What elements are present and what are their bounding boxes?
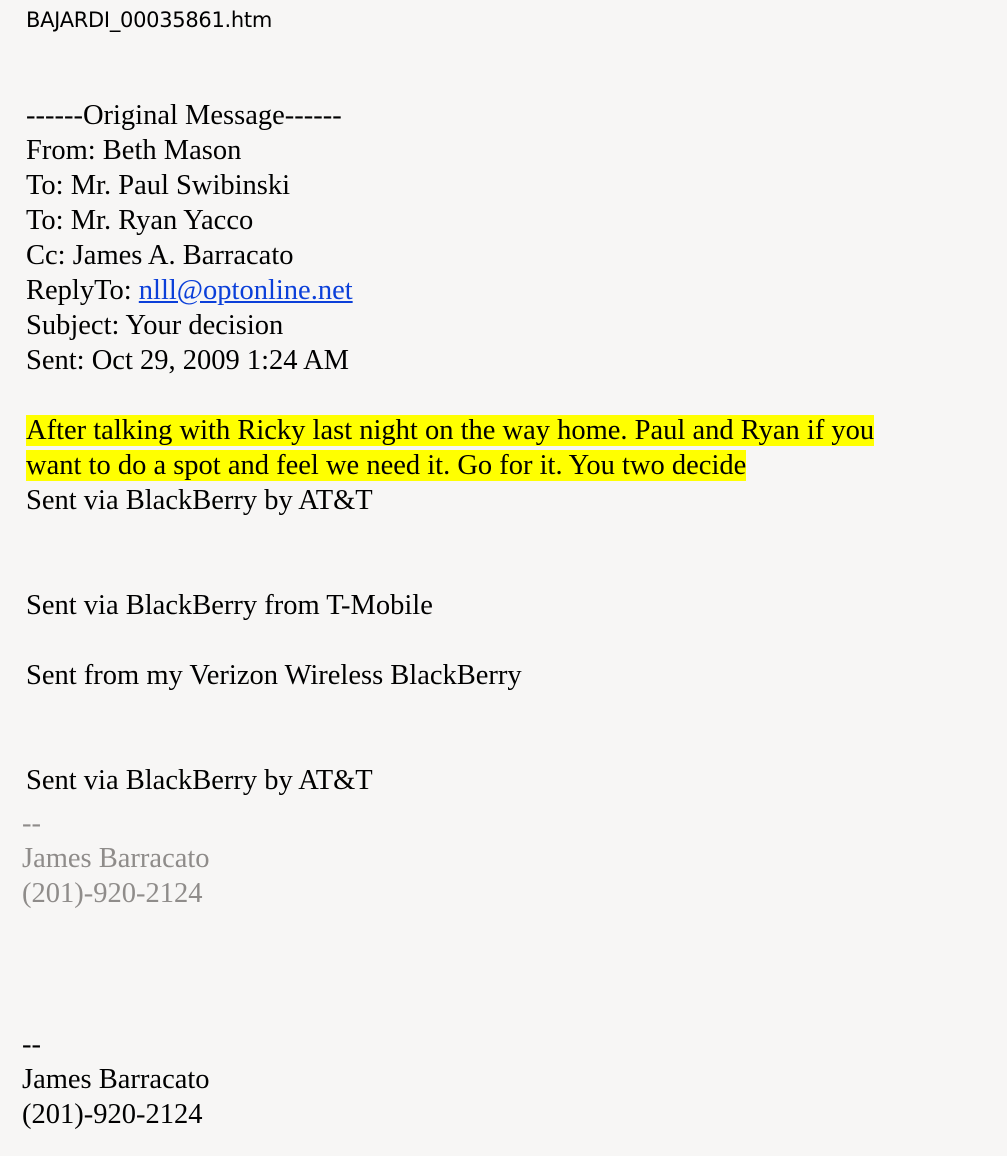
highlighted-text-line-1 <box>26 413 874 448</box>
highlighted-text-line-2 <box>26 448 874 483</box>
highlighted-text-1: After talking with Ricky last night on the way home. Paul and Ryan if you <box>26 415 875 446</box>
replyto-label: ReplyTo: <box>26 275 139 306</box>
gray-signature-name: James Barracato <box>22 843 210 874</box>
black-signature-phone: (201)-920-2124 <box>22 1099 203 1130</box>
original-message-separator: ------Original Message------ <box>26 100 342 131</box>
email-body <box>26 413 874 518</box>
to-line-1: To: Mr. Paul Swibinski <box>26 170 291 201</box>
to-line-2: To: Mr. Ryan Yacco <box>26 205 254 236</box>
tmobile-signature: Sent via BlackBerry from T-Mobile <box>26 590 433 621</box>
att-signature-1: Sent via BlackBerry by AT&T <box>26 485 373 516</box>
cc-line: Cc: James A. Barracato <box>26 240 294 271</box>
replyto-line <box>26 273 353 308</box>
from-line: From: Beth Mason <box>26 135 242 166</box>
black-signature-name: James Barracato <box>22 1064 210 1095</box>
black-signature-dashes: -- <box>22 1029 41 1060</box>
highlighted-text-2: want to do a spot and feel we need it. Go for it. You two decide <box>26 450 747 481</box>
gray-signature-dashes: -- <box>22 808 41 839</box>
gray-signature-phone: (201)-920-2124 <box>22 878 203 909</box>
subject-line: Subject: Your decision <box>26 310 284 341</box>
email-header <box>26 98 353 378</box>
replyto-email-link[interactable]: nlll@optonline.net <box>138 275 353 306</box>
black-signature-block <box>22 1027 210 1132</box>
sent-line: Sent: Oct 29, 2009 1:24 AM <box>26 345 350 376</box>
document-filename: BAJARDI_00035861.htm <box>26 8 272 32</box>
att-signature-2: Sent via BlackBerry by AT&T <box>26 765 373 796</box>
gray-signature-block <box>22 806 210 911</box>
verizon-signature: Sent from my Verizon Wireless BlackBerry <box>26 660 522 691</box>
